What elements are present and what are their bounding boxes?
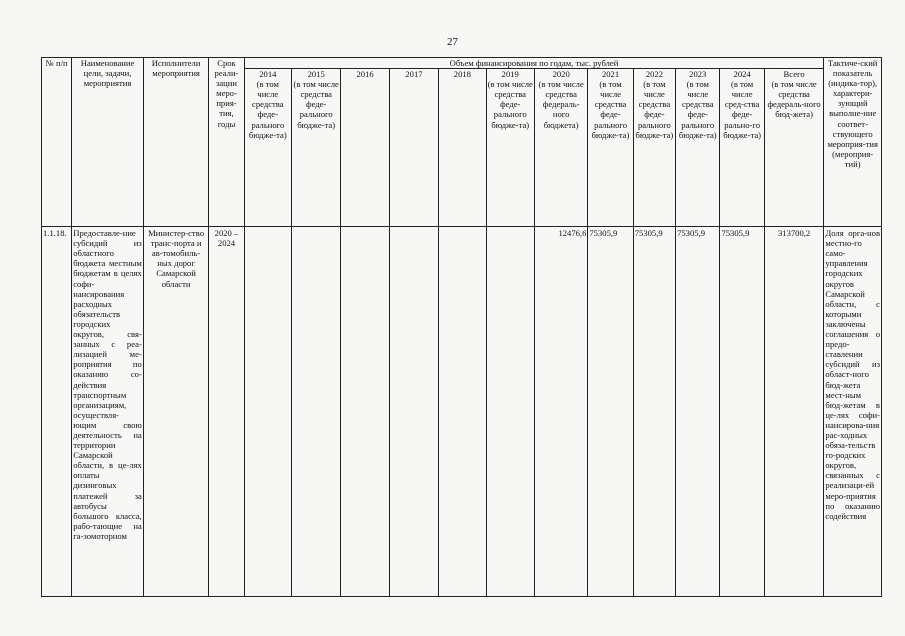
- financing-table: [41, 57, 882, 597]
- year-label: 2023: [689, 69, 707, 80]
- year-label: 2020: [552, 69, 570, 80]
- year-note: (в том числе средства феде-рального бюдже-та): [293, 79, 339, 130]
- header-executor: Исполнители мероприятия: [143, 58, 209, 227]
- value-2022: 75305,9: [633, 227, 675, 597]
- year-label: 2024: [733, 69, 751, 80]
- header-name: Наименование цели, задачи, мероприятия: [72, 58, 144, 227]
- year-header-2023: [676, 69, 720, 227]
- year-note: (в том числе сред-ства феде-рально-го бюдже-та): [723, 79, 761, 140]
- value-2014: [244, 227, 291, 597]
- year-header-2016: [341, 69, 389, 227]
- total-note: (в том числе средства федераль-ного бюд-жета): [767, 79, 821, 120]
- header-term: Срок реали-зации меро-прия-тия, годы: [209, 58, 244, 227]
- year-note: (в том числе средства феде-рального бюдже-та): [248, 79, 287, 140]
- value-2021: 75305,9: [588, 227, 633, 597]
- table-row: [42, 227, 882, 597]
- header-num: № п/п: [42, 58, 72, 227]
- header-total: [764, 69, 824, 227]
- year-label: 2017: [405, 69, 423, 80]
- year-label: 2021: [601, 69, 620, 80]
- year-header-2019: [486, 69, 534, 227]
- year-header-2015: [292, 69, 341, 227]
- value-total: 313700,2: [764, 227, 824, 597]
- value-2017: [389, 227, 438, 597]
- year-header-2014: [244, 69, 291, 227]
- year-label: 2015: [307, 69, 325, 80]
- row-executor: Министер-ство транс-порта и ав-томобиль-ных дорог Самарской области: [143, 227, 209, 597]
- value-2016: [341, 227, 389, 597]
- total-label: Всего: [783, 69, 805, 80]
- year-note: (в том числе средства федераль-ного бюджета): [538, 79, 584, 130]
- year-header-2020: [534, 69, 587, 227]
- header-indicator: Тактиче-ский показатель (индика-тор), характери-зующий выполне-ние соответ-ствующего мероприя-тия (мероприя-тий): [824, 58, 882, 227]
- year-note: (в том числе средства феде-рального бюдже-та): [487, 79, 533, 130]
- year-label: 2018: [453, 69, 471, 80]
- value-2020: 12476,6: [534, 227, 587, 597]
- year-label: 2022: [645, 69, 663, 80]
- value-2018: [439, 227, 486, 597]
- row-name: Предоставле-ние субсидий из областного бюджета местным бюджетам в целях софи-нансирования расходных обязательств городских округов, свя-занных с реа-лизацией ме-роприятия по оказанию со-действия транспортным организациям, осуществля-ющим свою деятельность на территории Самарской области, в це-лях оплаты дизинговых платежей за автобусы большого класса, рабо-тающие на га-зомоторном: [72, 227, 144, 597]
- year-note: (в том числе средства феде-рального бюдже-та): [678, 79, 717, 140]
- year-label: 2019: [501, 69, 519, 80]
- year-header-2024: [720, 69, 764, 227]
- row-term: 2020 – 2024: [209, 227, 244, 597]
- header-financing: Объем финансирования по годам, тыс. рублей: [244, 58, 824, 69]
- value-2015: [292, 227, 341, 597]
- year-label: 2016: [356, 69, 374, 80]
- value-2019: [486, 227, 534, 597]
- value-2023: 75305,9: [676, 227, 720, 597]
- row-num: 1.1.18.: [42, 227, 72, 597]
- year-label: 2014: [259, 69, 277, 80]
- page-number: 27: [447, 36, 458, 48]
- year-header-2021: [588, 69, 633, 227]
- value-2024: 75305,9: [720, 227, 764, 597]
- year-note: (в том числе средства феде-рального бюдже-та): [635, 79, 674, 140]
- year-header-2017: [389, 69, 438, 227]
- year-header-2018: [439, 69, 486, 227]
- row-indicator: Доля орга-нов местно-го само-управления городских округов Самарской области, с которыми заключены соглашения о предо-ставлении субсидий из област-ного бюд-жета мест-ным бюд-жетам в це-лях софи-нансирова-ния рас-ходных обяза-тельств го-родских округов, связанных с реализаци-ей меро-приятия по оказанию содействия: [824, 227, 882, 597]
- year-header-2022: [633, 69, 675, 227]
- year-note: (в том числе средства феде-рального бюдже-та): [591, 79, 630, 140]
